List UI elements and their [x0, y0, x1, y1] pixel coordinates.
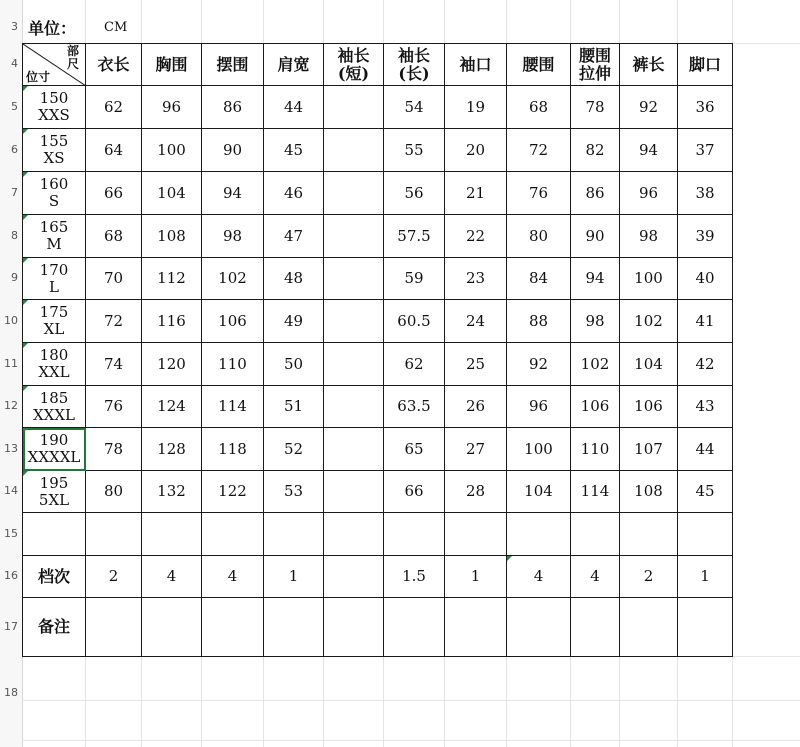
- value-cell[interactable]: 55: [384, 129, 445, 172]
- value-cell[interactable]: 110: [202, 343, 264, 386]
- value-cell[interactable]: 120: [142, 343, 202, 386]
- row-number[interactable]: 5: [11, 99, 18, 113]
- row-number[interactable]: 8: [11, 228, 18, 242]
- row-number[interactable]: 17: [4, 619, 18, 633]
- value-cell[interactable]: 54: [384, 86, 445, 129]
- value-cell[interactable]: 107: [620, 428, 678, 471]
- column-header[interactable]: 腰围 拉伸: [571, 44, 620, 86]
- remarks-row: [23, 598, 733, 657]
- value-cell[interactable]: 47: [264, 215, 324, 258]
- cell-note-marker: [23, 386, 28, 391]
- unit-label[interactable]: 单位：: [28, 19, 77, 38]
- empty-cell[interactable]: [445, 513, 507, 556]
- value-cell[interactable]: [324, 258, 384, 300]
- value-cell[interactable]: 100: [620, 258, 678, 300]
- value-cell[interactable]: 62: [86, 86, 142, 129]
- remarks-cell[interactable]: [507, 598, 571, 657]
- row-number[interactable]: 3: [11, 20, 18, 33]
- value-cell[interactable]: 43: [678, 386, 733, 428]
- value-cell[interactable]: 110: [571, 428, 620, 471]
- value-cell[interactable]: 68: [86, 215, 142, 258]
- column-header[interactable]: 裤长: [620, 44, 678, 86]
- row-number[interactable]: 15: [4, 526, 18, 540]
- cell-note-marker: [507, 556, 512, 561]
- corner-bottom-label: 位寸: [26, 70, 51, 84]
- grade-value[interactable]: 4: [571, 556, 620, 598]
- value-cell[interactable]: 94: [202, 172, 264, 215]
- grade-row: [23, 556, 733, 598]
- grade-value[interactable]: 2: [620, 556, 678, 598]
- value-cell[interactable]: 104: [620, 343, 678, 386]
- value-cell[interactable]: 92: [507, 343, 571, 386]
- remarks-label[interactable]: 备注: [23, 598, 86, 657]
- value-cell[interactable]: 48: [264, 258, 324, 300]
- value-cell[interactable]: 118: [202, 428, 264, 471]
- value-cell[interactable]: 27: [445, 428, 507, 471]
- empty-cell[interactable]: [678, 513, 733, 556]
- value-cell[interactable]: 44: [678, 428, 733, 471]
- size-cell[interactable]: 150 XXS: [23, 86, 86, 129]
- value-cell[interactable]: 44: [264, 86, 324, 129]
- row-number[interactable]: 11: [4, 356, 18, 370]
- value-cell[interactable]: 57.5: [384, 215, 445, 258]
- remarks-cell[interactable]: [620, 598, 678, 657]
- grade-value[interactable]: 1: [678, 556, 733, 598]
- column-header[interactable]: 胸围: [142, 44, 202, 86]
- value-cell[interactable]: 56: [384, 172, 445, 215]
- cell-note-marker: [23, 300, 28, 305]
- row-number[interactable]: 16: [4, 569, 18, 582]
- cell-note-marker: [23, 343, 28, 348]
- value-cell[interactable]: [324, 386, 384, 428]
- table-row: [23, 86, 733, 129]
- value-cell[interactable]: 80: [86, 471, 142, 513]
- value-cell[interactable]: 68: [507, 86, 571, 129]
- size-chart-table: [22, 43, 733, 657]
- size-cell[interactable]: 170 L: [23, 258, 86, 300]
- value-cell[interactable]: 96: [507, 386, 571, 428]
- value-cell[interactable]: 102: [202, 258, 264, 300]
- column-header[interactable]: 脚口: [678, 44, 733, 86]
- value-cell[interactable]: 39: [678, 215, 733, 258]
- grade-value[interactable]: 1.5: [384, 556, 445, 598]
- empty-cell[interactable]: [202, 513, 264, 556]
- empty-cell[interactable]: [507, 513, 571, 556]
- value-cell[interactable]: 70: [86, 258, 142, 300]
- size-cell[interactable]: 185 XXXL: [23, 386, 86, 428]
- remarks-cell[interactable]: [202, 598, 264, 657]
- value-cell[interactable]: 24: [445, 300, 507, 343]
- value-cell[interactable]: 38: [678, 172, 733, 215]
- empty-row: [23, 513, 733, 556]
- empty-cell[interactable]: [384, 513, 445, 556]
- remarks-cell[interactable]: [324, 598, 384, 657]
- cell-note-marker: [23, 471, 28, 476]
- value-cell[interactable]: 106: [571, 386, 620, 428]
- value-cell[interactable]: [324, 172, 384, 215]
- gridline: [22, 740, 800, 741]
- empty-cell[interactable]: [23, 513, 86, 556]
- empty-cell[interactable]: [142, 513, 202, 556]
- grade-value[interactable]: 2: [86, 556, 142, 598]
- value-cell[interactable]: 106: [202, 300, 264, 343]
- cell-note-marker: [23, 258, 28, 263]
- cell-note-marker: [23, 428, 28, 433]
- value-cell[interactable]: 98: [571, 300, 620, 343]
- value-cell[interactable]: 62: [384, 343, 445, 386]
- value-cell[interactable]: 84: [507, 258, 571, 300]
- empty-cell[interactable]: [86, 513, 142, 556]
- value-cell[interactable]: 108: [620, 471, 678, 513]
- remarks-cell[interactable]: [142, 598, 202, 657]
- column-header[interactable]: 袖口: [445, 44, 507, 86]
- value-cell[interactable]: [324, 428, 384, 471]
- remarks-cell[interactable]: [384, 598, 445, 657]
- remarks-cell[interactable]: [445, 598, 507, 657]
- empty-cell[interactable]: [571, 513, 620, 556]
- column-header[interactable]: 袖长 (长): [384, 44, 445, 86]
- value-cell[interactable]: 49: [264, 300, 324, 343]
- grade-value[interactable]: 1: [264, 556, 324, 598]
- value-cell[interactable]: 78: [571, 86, 620, 129]
- table-row: [23, 300, 733, 343]
- remarks-cell[interactable]: [678, 598, 733, 657]
- value-cell[interactable]: 72: [86, 300, 142, 343]
- value-cell[interactable]: 122: [202, 471, 264, 513]
- value-cell[interactable]: 104: [507, 471, 571, 513]
- value-cell[interactable]: 25: [445, 343, 507, 386]
- row-number[interactable]: 18: [4, 686, 18, 699]
- row-number[interactable]: 10: [4, 313, 18, 327]
- value-cell[interactable]: 100: [507, 428, 571, 471]
- value-cell[interactable]: 21: [445, 172, 507, 215]
- grade-label[interactable]: 档次: [23, 556, 86, 598]
- value-cell[interactable]: 76: [86, 386, 142, 428]
- value-cell[interactable]: 19: [445, 86, 507, 129]
- value-cell[interactable]: 116: [142, 300, 202, 343]
- table-row: [23, 343, 733, 386]
- remarks-cell[interactable]: [264, 598, 324, 657]
- grade-value[interactable]: 4: [202, 556, 264, 598]
- corner-header-cell[interactable]: [23, 44, 86, 86]
- value-cell[interactable]: 66: [86, 172, 142, 215]
- value-cell[interactable]: 88: [507, 300, 571, 343]
- empty-cell[interactable]: [620, 513, 678, 556]
- value-cell[interactable]: 78: [86, 428, 142, 471]
- value-cell[interactable]: [324, 129, 384, 172]
- value-cell[interactable]: 60.5: [384, 300, 445, 343]
- size-cell[interactable]: 160 S: [23, 172, 86, 215]
- corner-top-label: 部 尺: [66, 44, 79, 71]
- value-cell[interactable]: 53: [264, 471, 324, 513]
- table-row: [23, 258, 733, 300]
- column-header[interactable]: 衣长: [86, 44, 142, 86]
- value-cell[interactable]: 66: [384, 471, 445, 513]
- value-cell[interactable]: 45: [264, 129, 324, 172]
- table-row: [23, 215, 733, 258]
- value-cell[interactable]: 80: [507, 215, 571, 258]
- value-cell[interactable]: 132: [142, 471, 202, 513]
- column-header[interactable]: 摆围: [202, 44, 264, 86]
- value-cell[interactable]: 86: [571, 172, 620, 215]
- value-cell[interactable]: 92: [620, 86, 678, 129]
- value-cell[interactable]: 45: [678, 471, 733, 513]
- size-cell[interactable]: 165 M: [23, 215, 86, 258]
- value-cell[interactable]: 128: [142, 428, 202, 471]
- cell-note-marker: [23, 172, 28, 177]
- size-cell[interactable]: 175 XL: [23, 300, 86, 343]
- table-row: [23, 428, 733, 471]
- value-cell[interactable]: 102: [620, 300, 678, 343]
- row-number[interactable]: 13: [4, 441, 18, 455]
- value-cell[interactable]: 90: [202, 129, 264, 172]
- value-cell[interactable]: 74: [86, 343, 142, 386]
- remarks-cell[interactable]: [86, 598, 142, 657]
- value-cell[interactable]: 114: [202, 386, 264, 428]
- header-row: [23, 44, 733, 86]
- grade-value[interactable]: 1: [445, 556, 507, 598]
- size-cell[interactable]: 155 XS: [23, 129, 86, 172]
- row-number[interactable]: 7: [11, 185, 18, 199]
- value-cell[interactable]: 41: [678, 300, 733, 343]
- value-cell[interactable]: 90: [571, 215, 620, 258]
- value-cell[interactable]: [324, 343, 384, 386]
- empty-cell[interactable]: [264, 513, 324, 556]
- table-row: [23, 129, 733, 172]
- column-header[interactable]: 腰围: [507, 44, 571, 86]
- value-cell[interactable]: 96: [620, 172, 678, 215]
- column-header[interactable]: 肩宽: [264, 44, 324, 86]
- value-cell[interactable]: 76: [507, 172, 571, 215]
- value-cell[interactable]: 96: [142, 86, 202, 129]
- value-cell[interactable]: 106: [620, 386, 678, 428]
- table-row: [23, 386, 733, 428]
- value-cell[interactable]: [324, 300, 384, 343]
- empty-cell[interactable]: [324, 513, 384, 556]
- value-cell[interactable]: 86: [202, 86, 264, 129]
- value-cell[interactable]: 114: [571, 471, 620, 513]
- value-cell[interactable]: 104: [142, 172, 202, 215]
- column-header[interactable]: 袖长 (短): [324, 44, 384, 86]
- value-cell[interactable]: [324, 471, 384, 513]
- grade-value[interactable]: 4: [142, 556, 202, 598]
- value-cell[interactable]: 65: [384, 428, 445, 471]
- cell-note-marker: [23, 129, 28, 134]
- value-cell[interactable]: 94: [620, 129, 678, 172]
- value-cell[interactable]: 36: [678, 86, 733, 129]
- value-cell[interactable]: 42: [678, 343, 733, 386]
- value-cell[interactable]: 40: [678, 258, 733, 300]
- value-cell[interactable]: [324, 86, 384, 129]
- value-cell[interactable]: 28: [445, 471, 507, 513]
- value-cell[interactable]: 94: [571, 258, 620, 300]
- grade-value[interactable]: 4: [507, 556, 571, 598]
- table-row: [23, 172, 733, 215]
- value-cell[interactable]: 22: [445, 215, 507, 258]
- size-cell[interactable]: 195 5XL: [23, 471, 86, 513]
- value-cell[interactable]: 98: [202, 215, 264, 258]
- gridline: [22, 700, 800, 701]
- size-cell[interactable]: 190 XXXXL: [23, 428, 86, 471]
- row-number[interactable]: 6: [11, 142, 18, 156]
- value-cell[interactable]: 64: [86, 129, 142, 172]
- value-cell[interactable]: 100: [142, 129, 202, 172]
- row-number[interactable]: 14: [4, 484, 18, 497]
- value-cell[interactable]: 26: [445, 386, 507, 428]
- value-cell[interactable]: 52: [264, 428, 324, 471]
- value-cell[interactable]: 37: [678, 129, 733, 172]
- value-cell[interactable]: 59: [384, 258, 445, 300]
- value-cell[interactable]: 51: [264, 386, 324, 428]
- cell-note-marker: [23, 86, 28, 91]
- grade-value[interactable]: [324, 556, 384, 598]
- value-cell[interactable]: 98: [620, 215, 678, 258]
- cell-note-marker: [23, 215, 28, 220]
- value-cell[interactable]: 108: [142, 215, 202, 258]
- table-row: [23, 471, 733, 513]
- remarks-cell[interactable]: [571, 598, 620, 657]
- value-cell[interactable]: [324, 215, 384, 258]
- value-cell[interactable]: 46: [264, 172, 324, 215]
- value-cell[interactable]: 72: [507, 129, 571, 172]
- unit-value[interactable]: CM: [104, 20, 128, 35]
- row-number[interactable]: 9: [11, 271, 18, 284]
- value-cell[interactable]: 20: [445, 129, 507, 172]
- value-cell[interactable]: 82: [571, 129, 620, 172]
- value-cell[interactable]: 50: [264, 343, 324, 386]
- value-cell[interactable]: 124: [142, 386, 202, 428]
- value-cell[interactable]: 23: [445, 258, 507, 300]
- size-cell[interactable]: 180 XXL: [23, 343, 86, 386]
- row-number[interactable]: 4: [11, 57, 18, 70]
- value-cell[interactable]: 102: [571, 343, 620, 386]
- row-number[interactable]: 12: [4, 399, 18, 412]
- value-cell[interactable]: 63.5: [384, 386, 445, 428]
- value-cell[interactable]: 112: [142, 258, 202, 300]
